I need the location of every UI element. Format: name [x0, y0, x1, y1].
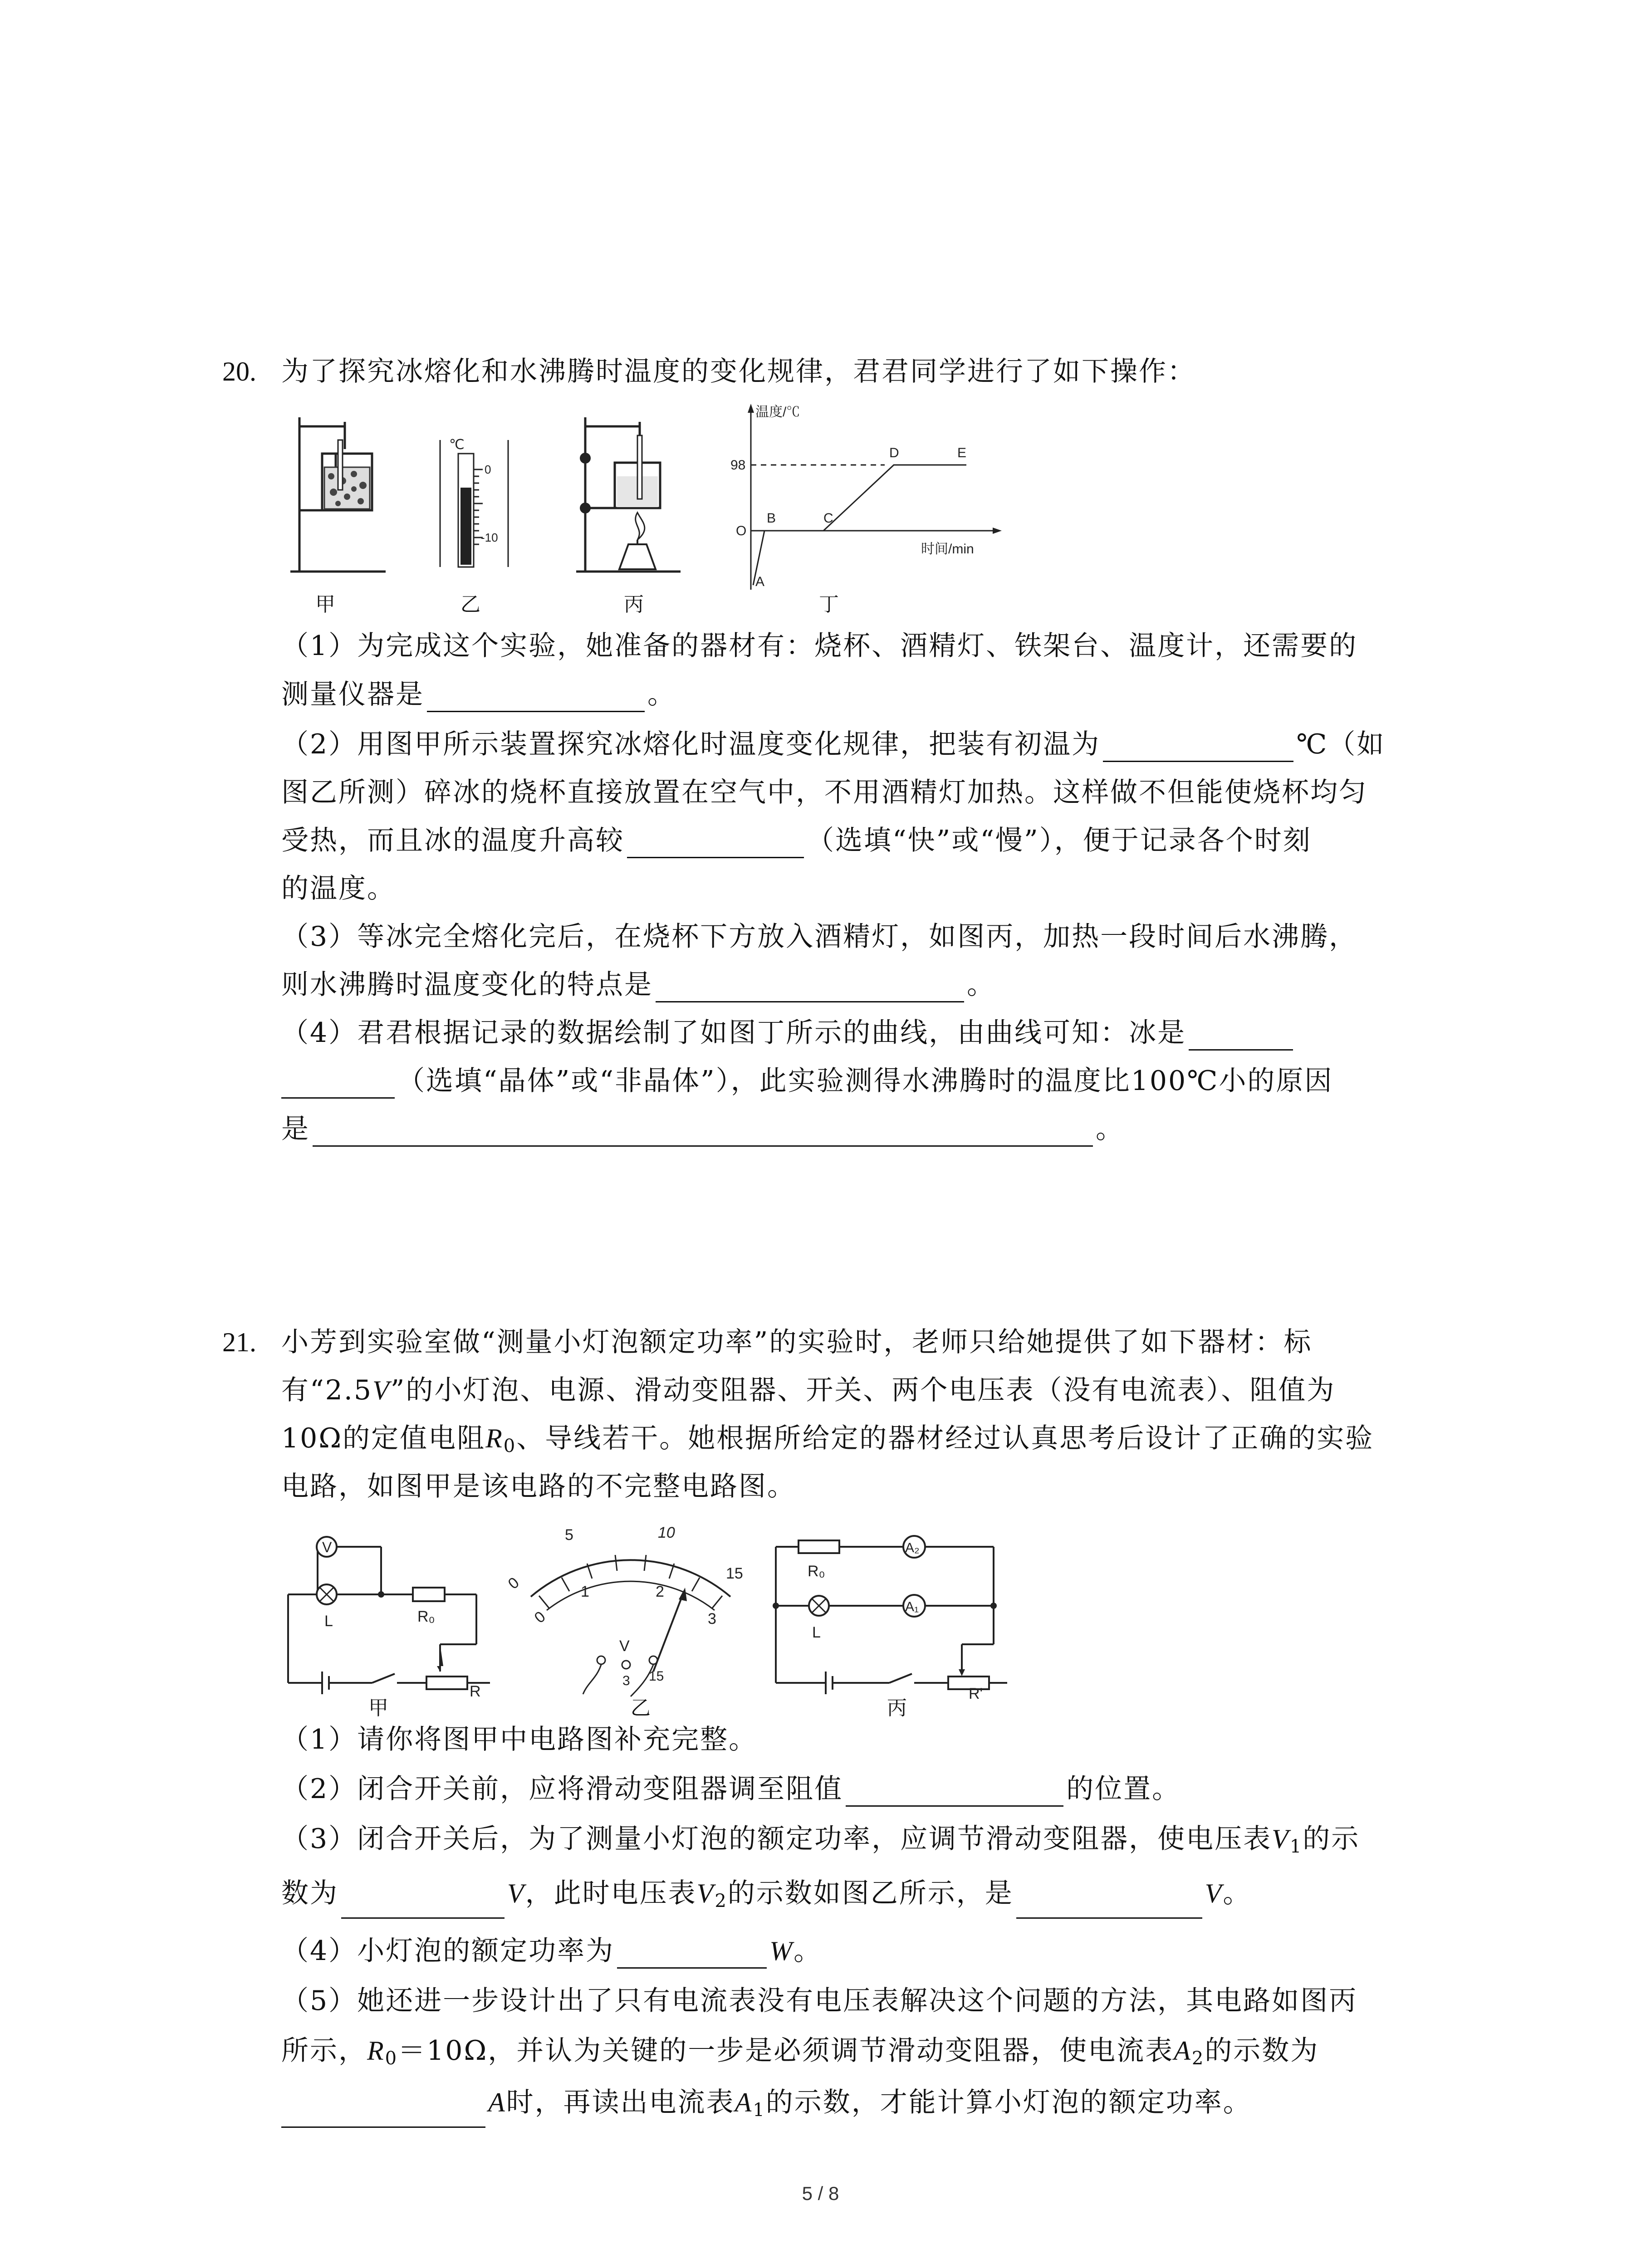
jia-r0-label: R₀ — [417, 1608, 435, 1625]
dial-terminal-15: 15 — [649, 1669, 664, 1684]
graph-tick-98: 98 — [730, 458, 746, 473]
q20-figure-ding — [730, 399, 1003, 599]
dial-top-0: 0 — [505, 1574, 523, 1593]
graph-point-c: C — [823, 511, 833, 526]
q20-blank-boiling-feature[interactable] — [656, 973, 964, 1002]
q20-part3-line1: （3）等冰完全熔化完后，在烧杯下方放入酒精灯，如图丙，加热一段时间后水沸腾， — [281, 921, 1358, 953]
q20-part2-line3: 受热，而且冰的温度升高较 （选填“快”或“慢”），便于记录各个时刻 — [281, 823, 1312, 858]
q21-part3-line2: 数为 V，此时电压表$V_2$的示数如图乙所示，是 V。 — [281, 1876, 1251, 1919]
bing-a1-label: A₁ — [905, 1599, 919, 1614]
q21-stem-line1: 小芳到实验室做“测量小灯泡额定功率”的实验时，老师只给她提供了如下器材：标 — [281, 1326, 1313, 1358]
q21-caption-bing: 丙 — [887, 1696, 907, 1720]
q21-blank-power[interactable] — [617, 1939, 767, 1969]
q21-part5-line3: A时，再读出电流表$A_1$的示数，才能计算小灯泡的额定功率。 — [281, 2085, 1252, 2128]
dial-top-5: 5 — [565, 1526, 573, 1544]
q21-caption-yi: 乙 — [631, 1696, 651, 1720]
q21-stem-line3: 10Ω的定值电阻$R_0$、导线若干。她根据所给定的器材经过认真思考后设计了正确的实验 — [281, 1422, 1374, 1457]
q21-figure-jia — [281, 1529, 508, 1701]
q21-blank-a2[interactable] — [281, 2098, 485, 2128]
thermometer-tick-minus10: -10 — [481, 531, 498, 544]
graph-point-e: E — [957, 445, 967, 460]
dial-v-label: V — [619, 1637, 630, 1655]
dial-bottom-0: 0 — [531, 1608, 549, 1627]
q21-caption-jia: 甲 — [368, 1696, 388, 1720]
q21-number: 21. — [222, 1327, 256, 1357]
dial-top-10: 10 — [658, 1524, 675, 1541]
q20-caption-jia: 甲 — [315, 593, 335, 616]
q20-number: 20. — [222, 357, 256, 386]
q20-blank-crystal-b[interactable] — [281, 1069, 395, 1099]
graph-ylabel: 温度/℃ — [755, 405, 800, 420]
q20-figure-yi — [436, 435, 513, 576]
thermometer-tick-0: 0 — [485, 463, 491, 476]
q21-figure-bing — [767, 1529, 1021, 1701]
q21-part3-line1: （3）闭合开关后，为了测量小灯泡的额定功率，应调节滑动变阻器，使电压表$V_1$的示 — [281, 1823, 1360, 1857]
q21-blank-v1[interactable] — [341, 1889, 505, 1919]
q20-part2-line1: （2）用图甲所示装置探究冰熔化时温度变化规律，把装有初温为 ℃（如 — [281, 727, 1385, 762]
jia-voltmeter-label: V — [322, 1539, 332, 1555]
q21-part2: （2）闭合开关前，应将滑动变阻器调至阻值 的位置。 — [281, 1771, 1181, 1807]
graph-point-b: B — [767, 511, 776, 526]
q20-blank-initial-temp[interactable] — [1103, 733, 1293, 762]
graph-origin: O — [736, 523, 747, 538]
q20-part3-line2: 则水沸腾时温度变化的特点是 。 — [281, 967, 995, 1002]
q20-blank-reason[interactable] — [313, 1117, 1093, 1147]
q20-part2-line4: 的温度。 — [281, 873, 396, 904]
page-number: 5 / 8 — [802, 2183, 839, 2204]
jia-lamp-label: L — [324, 1613, 333, 1630]
q20-blank-crystal-a[interactable] — [1189, 1021, 1293, 1051]
q21-part4: （4）小灯泡的额定功率为 W。 — [281, 1933, 822, 1969]
q20-part2-line2: 图乙所测）碎冰的烧杯直接放置在空气中，不用酒精灯加热。这样做不但能使烧杯均匀 — [281, 777, 1367, 808]
dial-bottom-3: 3 — [708, 1610, 716, 1628]
q21-blank-rheostat[interactable] — [846, 1777, 1063, 1807]
q21-blank-v2[interactable] — [1016, 1889, 1202, 1919]
q20-caption-ding: 丁 — [819, 593, 839, 616]
bing-rheostat-label: R' — [969, 1685, 983, 1701]
q20-part4-line3: 是 。 — [281, 1111, 1124, 1147]
q20-figure-jia — [281, 408, 395, 581]
q20-part1-line1: （1）为完成这个实验，她准备的器材有：烧杯、酒精灯、铁架台、温度计，还需要的 — [281, 630, 1358, 662]
q20-part4-line1: （4）君君根据记录的数据绘制了如图丁所示的曲线，由曲线可知：冰是 — [281, 1015, 1296, 1051]
q21-stem-line2: 有“2.5V”的小灯泡、电源、滑动变阻器、开关、两个电压表（没有电流表）、阻值为 — [281, 1374, 1336, 1406]
q21-part5-line1: （5）她还进一步设计出了只有电流表没有电压表解决这个问题的方法，其电路如图丙 — [281, 1985, 1358, 2017]
dial-bottom-1: 1 — [581, 1583, 589, 1600]
q20-part4-line2: （选填“晶体”或“非晶体”），此实验测得水沸腾时的温度比100℃小的原因 — [281, 1063, 1333, 1099]
graph-xlabel: 时间/min — [921, 542, 974, 557]
dial-terminal-3: 3 — [622, 1673, 630, 1688]
q21-figure-yi — [504, 1515, 758, 1706]
dial-top-15: 15 — [726, 1565, 743, 1582]
q20-caption-bing: 丙 — [624, 593, 644, 616]
jia-rheostat-label: R — [470, 1683, 481, 1700]
dial-bottom-2: 2 — [656, 1583, 664, 1600]
graph-point-a: A — [755, 574, 765, 589]
q20-part1-line2: 测量仪器是 。 — [281, 677, 676, 712]
q20-caption-yi: 乙 — [460, 593, 480, 616]
q21-part1: （1）请你将图甲中电路图补充完整。 — [281, 1724, 758, 1755]
q21-part5-line2: 所示，$R_0=10\Omega$，并认为关键的一步是必须调节滑动变阻器，使电流表$A_2$的示数为 — [281, 2035, 1319, 2069]
bing-a2-label: A₂ — [905, 1540, 920, 1555]
q20-blank-speed[interactable] — [627, 829, 804, 858]
q20-blank-instrument[interactable] — [427, 683, 645, 712]
q20-stem: 为了探究冰熔化和水沸腾时温度的变化规律，君君同学进行了如下操作： — [281, 356, 1196, 387]
bing-lamp-label: L — [812, 1624, 821, 1641]
thermometer-unit: ℃ — [449, 437, 465, 452]
bing-r0-label: R₀ — [808, 1563, 825, 1580]
q21-stem-line4: 电路，如图甲是该电路的不完整电路图。 — [281, 1471, 796, 1502]
graph-point-d: D — [889, 445, 899, 460]
q20-figure-bing — [572, 408, 690, 581]
